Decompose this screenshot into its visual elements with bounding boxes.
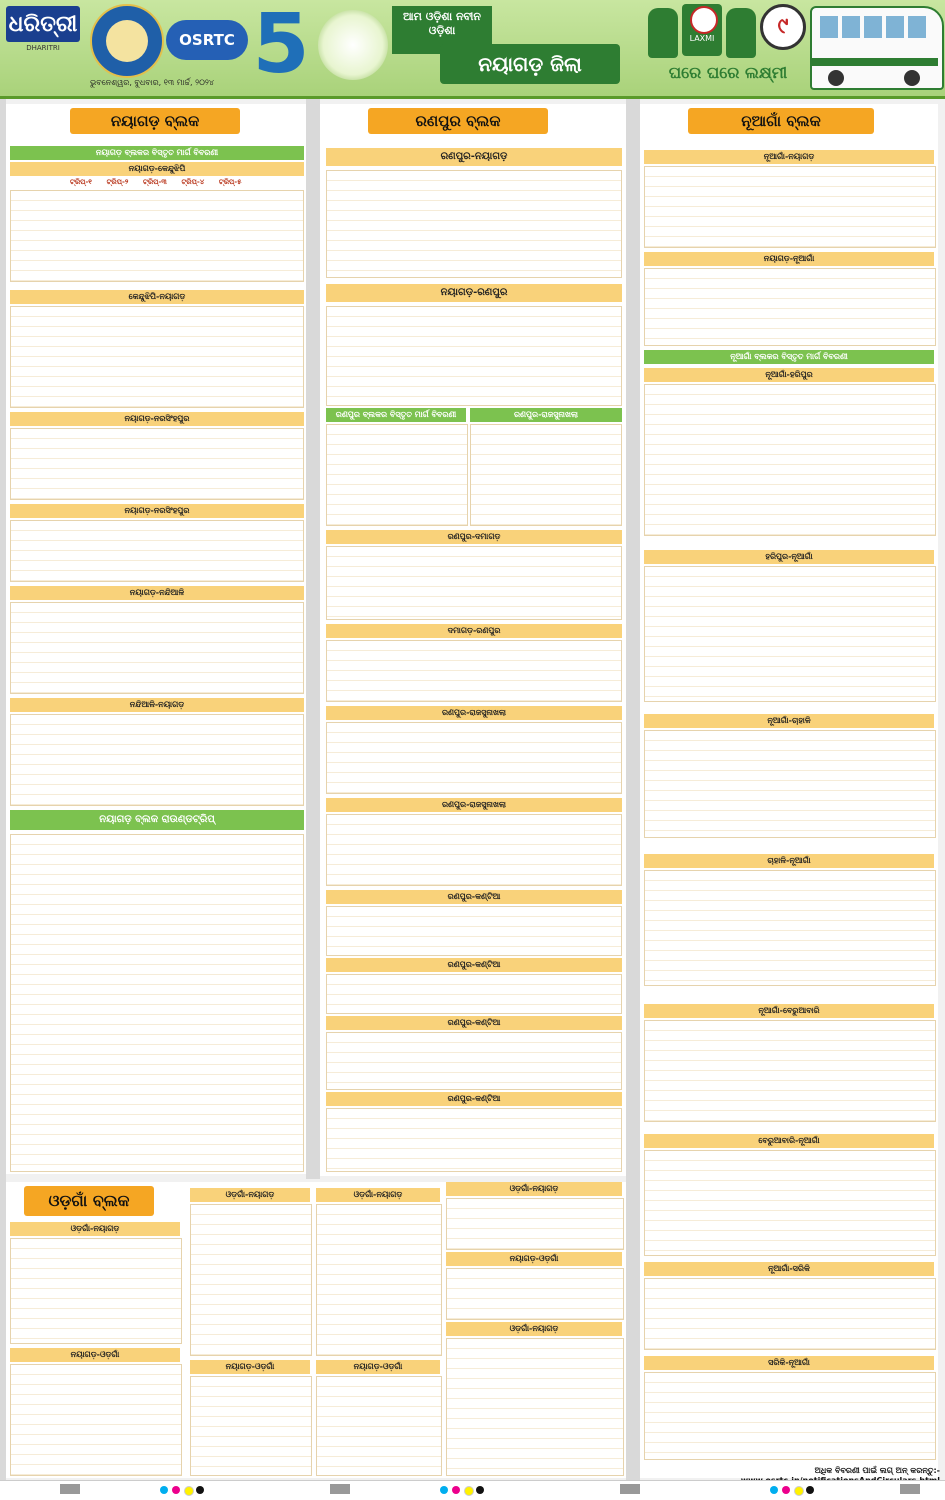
route-header: ନୟାଗଡ଼-ଓଡ଼ଗାଁ <box>190 1360 310 1374</box>
timetable-grid <box>326 1108 622 1172</box>
block-title-odagaon: ଓଡ଼ଗାଁ ବ୍ଲକ <box>24 1186 154 1216</box>
tagline: ଘରେ ଘରେ ଲକ୍ଷ୍ମୀ <box>668 63 788 82</box>
odisha-seal-icon <box>90 4 164 78</box>
dharitri-logo: ଧରିତ୍ରୀ <box>6 6 80 42</box>
ama-odisha-logo-icon <box>318 10 388 80</box>
route-header: ରଣପୁର-କଣ୍ଟିଆ <box>326 1092 622 1106</box>
timetable-grid <box>10 306 304 408</box>
timetable-grid <box>446 1268 624 1320</box>
route-header: ନୟାଗଡ଼-ନନ୍ଦିଆଳି <box>10 586 304 600</box>
route-header: ହରିପୁର-ନୂଆଗାଁ <box>644 550 934 564</box>
timetable-grid <box>644 1020 936 1122</box>
timetable-grid <box>644 1278 936 1350</box>
route-header: ସରିକି-ନୂଆଗାଁ <box>644 1356 934 1370</box>
people-figure-icon <box>648 8 678 58</box>
route-header: ନୂଆଗାଁ-ସରିକି <box>644 1262 934 1276</box>
people-figure-icon <box>726 8 756 58</box>
timetable-grid <box>644 166 936 248</box>
route-header: ନୟାଗଡ଼-ଓଡ଼ଗାଁ <box>316 1360 440 1374</box>
timetable-grid <box>446 1198 624 1250</box>
timetable-grid <box>10 714 304 806</box>
osrtc-logo: OSRTC <box>166 20 248 60</box>
publication-date: ଭୁବନେଶ୍ୱର, ବୁଧବାର, ୧୩ ମାର୍ଚ୍ଚ, ୨୦୨୪ <box>90 78 214 87</box>
page-number: ୯ <box>760 4 806 50</box>
route-header: ନୟାଗଡ଼-ନରସିଂହପୁର <box>10 412 304 426</box>
route-header: ଚାହାଳି-ନୂଆଗାଁ <box>644 854 934 868</box>
timetable-grid <box>326 1032 622 1090</box>
route-header: ଓଡ଼ଗାଁ-ନୟାଗଡ଼ <box>10 1222 180 1236</box>
route-header: ଓଡ଼ଗାଁ-ନୟାଗଡ଼ <box>316 1188 440 1202</box>
route-header: ନୟାଗଡ଼-ନୂଆଗାଁ <box>644 252 934 266</box>
timetable-grid <box>190 1376 312 1476</box>
route-header: ନୟାଗଡ଼ ବ୍ଲକର ବିସ୍ତୃତ ମାର୍ଗ ବିବରଣୀ <box>10 146 304 160</box>
timetable-grid <box>644 1372 936 1460</box>
timetable-grid <box>326 722 622 794</box>
route-header: ରଣପୁର-କଣ୍ଟିଆ <box>326 958 622 972</box>
route-header: ଦମାଗଡ଼-ରଣପୁର <box>326 624 622 638</box>
timetable-grid <box>316 1204 442 1356</box>
timetable-grid <box>326 906 622 956</box>
route-header: ନୟାଗଡ଼-ନରସିଂହପୁର <box>10 504 304 518</box>
dharitri-logo-sub: DHARITRI <box>26 44 60 52</box>
route-header: ରଣପୁର-ଦମାଗଡ଼ <box>326 530 622 544</box>
route-header: ନୟାଗଡ଼-ଓଡ଼ଗାଁ <box>446 1252 622 1266</box>
timetable-grid <box>10 1364 182 1476</box>
block-title-nayagarh: ନୟାଗଡ଼ ବ୍ଲକ <box>70 108 240 134</box>
page-header <box>0 0 945 99</box>
timetable-grid <box>644 1150 936 1256</box>
route-header: ରଣପୁର-ନୟାଗଡ଼ <box>326 148 622 166</box>
laxmi-badge: LAXMI <box>682 4 722 56</box>
route-header: ରଣପୁର-କଣ୍ଟିଆ <box>326 1016 622 1030</box>
timetable-grid <box>10 834 304 1172</box>
timetable-grid <box>10 1238 182 1344</box>
route-header: ରଣପୁର-ରାଜସୁନାଖଲା <box>326 706 622 720</box>
route-header: ନୟାଗଡ଼-ରଣପୁର <box>326 284 622 302</box>
timetable-grid <box>10 190 304 282</box>
route-header: ନୟାଗଡ଼ ବ୍ଲକ ରାଉଣ୍ଡଟ୍ରିପ୍ <box>10 810 304 830</box>
trip-labels: ଟ୍ରିପ୍-୧ ଟ୍ରିପ୍-୨ ଟ୍ରିପ୍-୩ ଟ୍ରିପ୍-୪ ଟ୍ରିପ୍-୫ <box>70 178 242 186</box>
route-header: ଓଡ଼ଗାଁ-ନୟାଗଡ଼ <box>190 1188 310 1202</box>
five-t-logo: 5 <box>252 0 310 92</box>
route-header: ବେରୁଆବାରି-ନୂଆଗାଁ <box>644 1134 934 1148</box>
timetable-grid <box>316 1376 442 1476</box>
route-header: ରଣପୁର-ରାଜସୁନାଖଲା <box>470 408 622 422</box>
route-header: ନୟାଗଡ଼-କେନ୍ଦୁଝିପି <box>10 162 304 176</box>
block-title-ranpur: ରଣପୁର ବ୍ଲକ <box>368 108 548 134</box>
laxmi-emblem-icon <box>690 6 718 34</box>
footer-link[interactable]: ଅଧିକ ବିବରଣୀ ପାଇଁ ଲଗ୍ ଅନ୍ କରନ୍ତୁ:- <box>814 1466 940 1475</box>
bus-icon <box>810 6 944 90</box>
timetable-grid <box>190 1204 312 1356</box>
timetable-grid <box>470 424 622 526</box>
timetable-grid <box>10 520 304 582</box>
route-header: ରଣପୁର-କଣ୍ଟିଆ <box>326 890 622 904</box>
route-header: ନୂଆଗାଁ-ଚାହାଳି <box>644 714 934 728</box>
route-header: ନୟାଗଡ଼-ଓଡ଼ଗାଁ <box>10 1348 180 1362</box>
timetable-grid <box>326 306 622 406</box>
route-header: ଓଡ଼ଗାଁ-ନୟାଗଡ଼ <box>446 1182 622 1196</box>
route-header: ନନ୍ଦିଆଳି-ନୟାଗଡ଼ <box>10 698 304 712</box>
route-header: ନୂଆଗାଁ-ହରିପୁର <box>644 368 934 382</box>
route-header: ରଣପୁର-ରାଜସୁନାଖଲା <box>326 798 622 812</box>
timetable-grid <box>326 814 622 886</box>
timetable-grid <box>644 384 936 536</box>
route-header: ନୂଆଗାଁ ବ୍ଲକର ବିସ୍ତୃତ ମାର୍ଗ ବିବରଣୀ <box>644 350 934 364</box>
block-title-nuagaon: ନୂଆଗାଁ ବ୍ଲକ <box>688 108 874 134</box>
timetable-grid <box>326 974 622 1014</box>
timetable-grid <box>326 170 622 278</box>
ama-odisha-text: ଆମ ଓଡ଼ିଶା ନବୀନ ଓଡ଼ିଶା <box>392 6 492 54</box>
route-header: ରଣପୁର ବ୍ଲକର ବିସ୍ତୃତ ମାର୍ଗ ବିବରଣୀ <box>326 408 466 422</box>
district-title: ନୟାଗଡ଼ ଜିଲା <box>440 44 620 84</box>
route-header: ନୂଆଗାଁ-ବେରୁଆବାରି <box>644 1004 934 1018</box>
timetable-grid <box>326 640 622 702</box>
timetable-grid <box>10 428 304 500</box>
timetable-grid <box>326 546 622 620</box>
timetable-grid <box>644 268 936 346</box>
timetable-grid <box>644 566 936 702</box>
route-header: ଓଡ଼ଗାଁ-ନୟାଗଡ଼ <box>446 1322 622 1336</box>
timetable-grid <box>10 602 304 694</box>
route-header: କେନ୍ଦୁଝିପି-ନୟାଗଡ଼ <box>10 290 304 304</box>
timetable-grid <box>644 870 936 986</box>
route-header: ନୂଆଗାଁ-ନୟାଗଡ଼ <box>644 150 934 164</box>
timetable-grid <box>644 730 936 838</box>
timetable-grid <box>446 1338 624 1476</box>
timetable-grid <box>326 424 468 526</box>
